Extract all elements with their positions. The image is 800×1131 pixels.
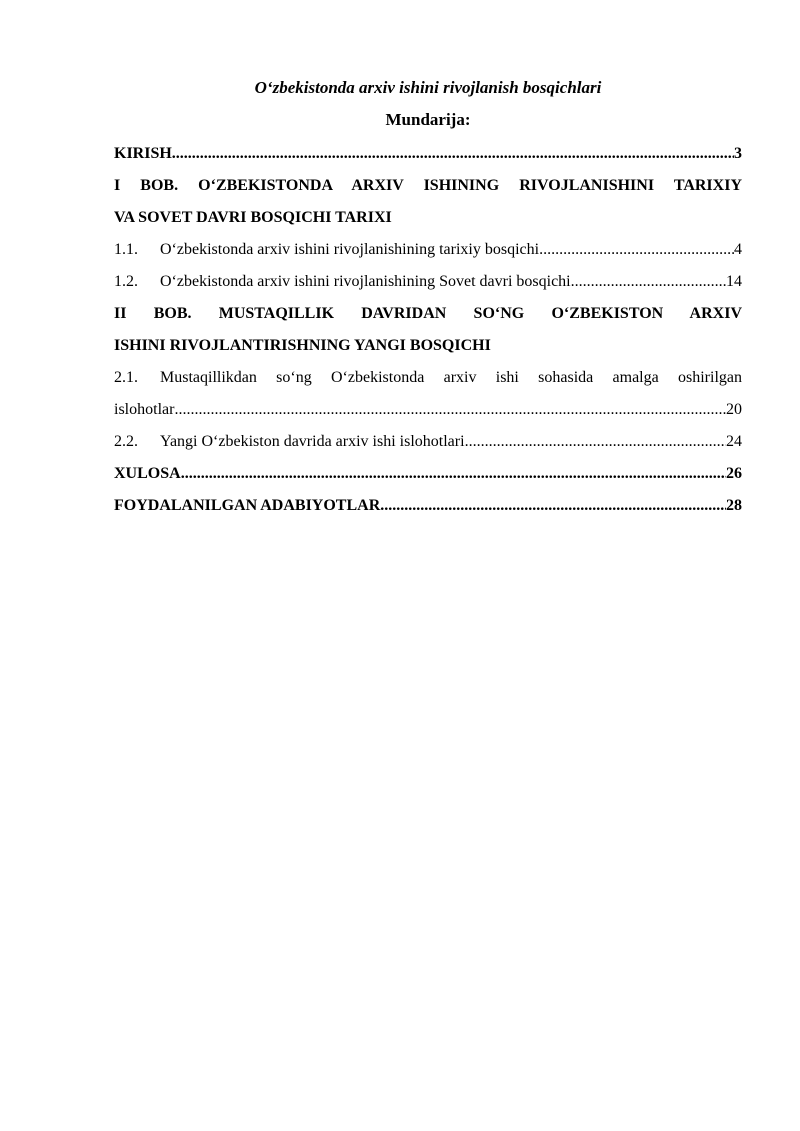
section-number: 2.1. xyxy=(114,369,138,386)
toc-entry-label: Mustaqillikdan so‘ng O‘zbekistonda arxiv ishi sohasida amalga oshirilgan xyxy=(160,369,742,386)
toc-heading: Mundarija: xyxy=(385,110,471,129)
chapter-title-line: II BOB. MUSTAQILLIK DAVRIDAN SO‘NG O‘ZBEKISTON ARXIV xyxy=(114,305,742,322)
toc-entry-page: 28 xyxy=(726,497,742,514)
section-number: 1.2. xyxy=(114,273,138,290)
toc-chapter-1-title-cont[interactable] xyxy=(114,202,742,234)
toc-entry-2-2[interactable] xyxy=(114,426,742,458)
toc-entry-label: O‘zbekistonda arxiv ishini rivojlanishining Sovet davri bosqichi xyxy=(160,273,571,290)
toc-entry-page: 4 xyxy=(734,241,742,258)
toc-entry-page: 3 xyxy=(734,145,742,162)
toc-entry-2-1-cont[interactable] xyxy=(114,394,742,426)
toc-entry-label: O‘zbekistonda arxiv ishini rivojlanishining tarixiy bosqichi xyxy=(160,241,540,258)
chapter-title-line: ISHINI RIVOJLANTIRISHNING YANGI BOSQICHI xyxy=(114,337,491,354)
toc-chapter-2-title[interactable] xyxy=(114,298,742,330)
toc-entry-references[interactable] xyxy=(114,490,742,522)
toc-entry-page: 20 xyxy=(726,401,742,418)
toc-entry-label: Yangi O‘zbekiston davrida arxiv ishi islohotlari xyxy=(160,433,465,450)
chapter-title-line: VA SOVET DAVRI BOSQICHI TARIXI xyxy=(114,209,392,226)
toc-entry-page: 26 xyxy=(726,465,742,482)
document-title: O‘zbekistonda arxiv ishini rivojlanish bosqichlari xyxy=(254,78,602,97)
toc-chapter-2-title-cont[interactable] xyxy=(114,330,742,362)
toc-entry-label: XULOSA xyxy=(114,465,181,482)
toc-entry-page: 14 xyxy=(726,273,742,290)
chapter-title-line: I BOB. O‘ZBEKISTONDA ARXIV ISHINING RIVOJLANISHINI TARIXIY xyxy=(114,177,742,194)
toc-entry-page: 24 xyxy=(726,433,742,450)
section-number: 2.2. xyxy=(114,433,138,450)
dot-leader xyxy=(181,458,726,490)
dot-leader xyxy=(172,138,734,170)
section-number: 1.1. xyxy=(114,241,138,258)
toc-entry-conclusion[interactable] xyxy=(114,458,742,490)
dot-leader xyxy=(539,234,734,266)
toc-entry-1-1[interactable] xyxy=(114,234,742,266)
dot-leader xyxy=(380,490,726,522)
toc-entry-label: KIRISH xyxy=(114,145,172,162)
toc-entry-intro[interactable] xyxy=(114,138,742,170)
dot-leader xyxy=(174,394,726,426)
toc-entry-1-2[interactable] xyxy=(114,266,742,298)
toc-entry-label: FOYDALANILGAN ADABIYOTLAR xyxy=(114,497,381,514)
toc-chapter-1-title[interactable] xyxy=(114,170,742,202)
document-page xyxy=(114,74,742,522)
toc-entry-2-1[interactable] xyxy=(114,362,742,394)
toc-entry-label: islohotlar xyxy=(114,401,175,418)
table-of-contents xyxy=(114,138,742,522)
dot-leader xyxy=(465,426,726,458)
dot-leader xyxy=(571,266,726,298)
